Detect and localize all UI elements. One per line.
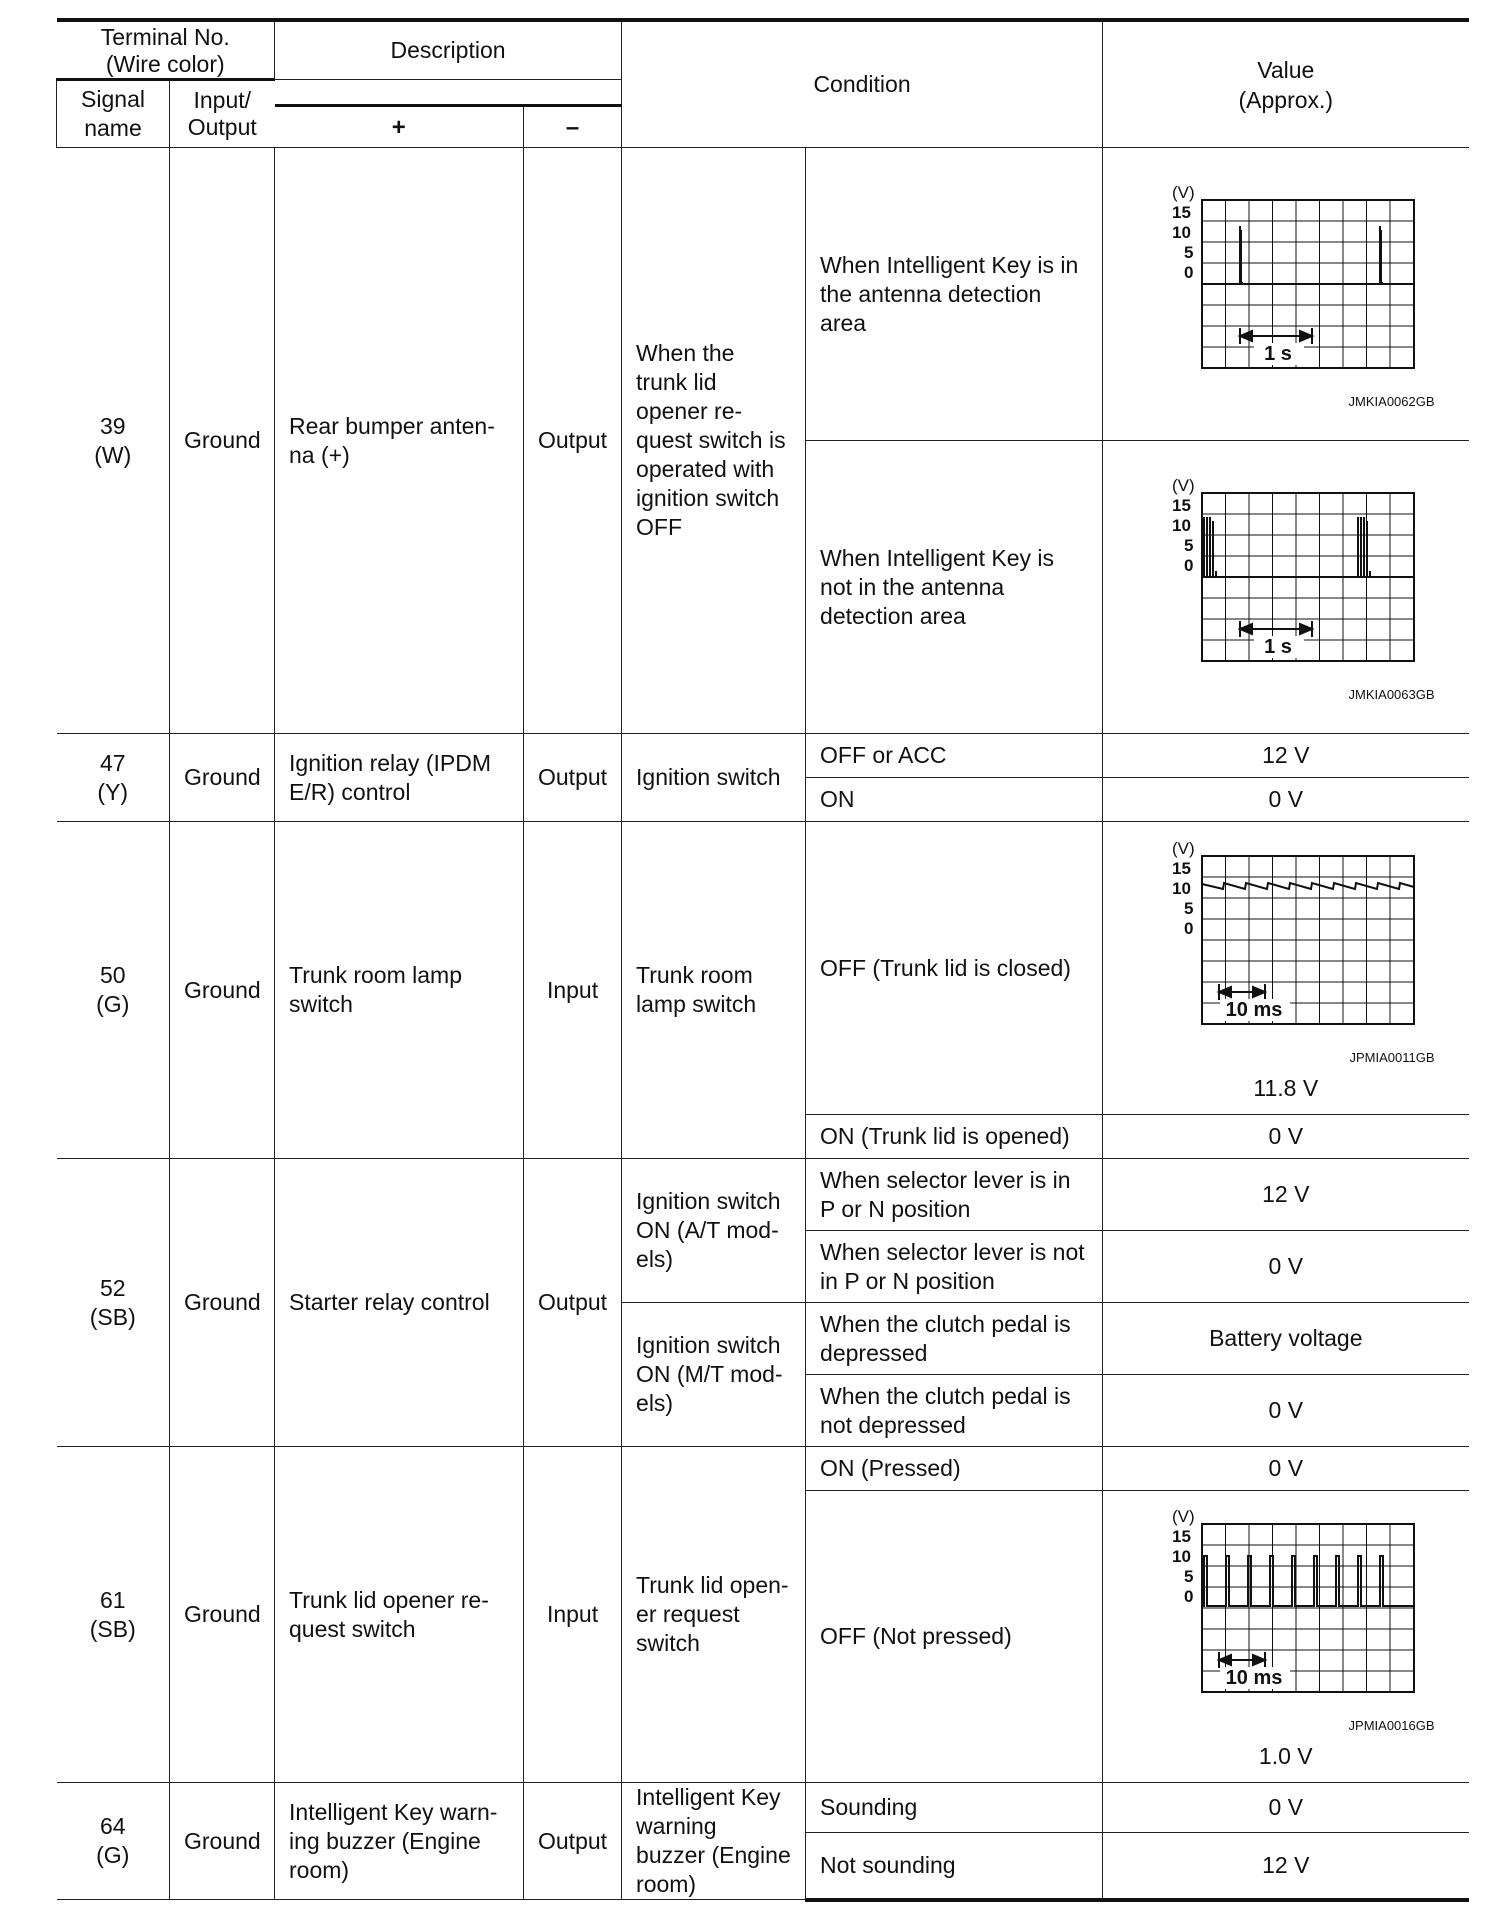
svg-text:10: 10 bbox=[1171, 1547, 1191, 1566]
sub-condition: ON (Pressed) bbox=[806, 1447, 1103, 1491]
sub-condition: OFF or ACC bbox=[806, 734, 1103, 778]
minus-terminal: Ground bbox=[170, 1159, 275, 1447]
value-text: 11.8 V bbox=[1253, 1074, 1319, 1101]
condition: Ignition switch ON (A/T mod-els) bbox=[622, 1159, 806, 1303]
header-io-output: Output bbox=[187, 114, 257, 140]
header-value-label: Value bbox=[1257, 56, 1315, 83]
value-cell: 12 V bbox=[1103, 1159, 1469, 1231]
io-direction: Output bbox=[524, 1783, 622, 1900]
table-row bbox=[57, 1447, 1469, 1491]
minus-terminal: Ground bbox=[170, 734, 275, 822]
minus-terminal: Ground bbox=[170, 1783, 275, 1900]
condition: When the trunk lid opener re-quest switch is operated with ignition switch OFF bbox=[622, 148, 806, 734]
sub-condition: ON (Trunk lid is opened) bbox=[806, 1115, 1103, 1159]
figure-code: JMKIA0062GB bbox=[1348, 394, 1435, 409]
scope-time-label: 1 s bbox=[1263, 343, 1292, 365]
wire-color: (Y) bbox=[97, 778, 129, 805]
svg-text:10: 10 bbox=[1171, 878, 1191, 898]
svg-text:15: 15 bbox=[1171, 1527, 1191, 1546]
svg-text:5: 5 bbox=[1183, 243, 1194, 262]
value-cell: 0 V bbox=[1103, 1375, 1469, 1447]
io-direction: Output bbox=[524, 1159, 622, 1447]
sub-condition: When the clutch pedal is not depressed bbox=[806, 1375, 1103, 1447]
value-text: 1.0 V bbox=[1258, 1743, 1313, 1769]
oscilloscope-waveform-single-pulse bbox=[1136, 178, 1436, 394]
oscilloscope-waveform-sawtooth bbox=[1136, 834, 1436, 1050]
header-minus bbox=[524, 106, 622, 148]
condition: Trunk lid open-er request switch bbox=[622, 1447, 806, 1783]
svg-text:15: 15 bbox=[1171, 203, 1191, 222]
scope-unit: (V) bbox=[1171, 183, 1195, 202]
value-cell: 0 V bbox=[1103, 778, 1469, 822]
figure-code: JPMIA0011GB bbox=[1349, 1049, 1435, 1065]
condition: Ignition switch ON (M/T mod-els) bbox=[622, 1303, 806, 1447]
header-description: Description bbox=[275, 20, 622, 80]
sub-condition: Sounding bbox=[806, 1783, 1103, 1833]
sub-condition: When Intelligent Key is not in the antenna detection area bbox=[806, 441, 1103, 734]
sub-condition: Not sounding bbox=[806, 1833, 1103, 1900]
table-row bbox=[57, 734, 1469, 778]
terminal-47 bbox=[57, 734, 170, 822]
wire-color: (G) bbox=[96, 991, 130, 1017]
header-signal-name: Signal name bbox=[57, 80, 170, 148]
terminal-number: 52 bbox=[99, 1274, 126, 1301]
value-cell: 0 V bbox=[1103, 1783, 1469, 1833]
value-cell bbox=[1103, 1491, 1469, 1783]
io-direction: Input bbox=[524, 1447, 622, 1783]
value-cell bbox=[1103, 822, 1469, 1115]
table-row bbox=[57, 1783, 1469, 1833]
sub-condition: When selector lever is in P or N position bbox=[806, 1159, 1103, 1231]
svg-text:5: 5 bbox=[1183, 536, 1194, 555]
table-row bbox=[57, 148, 1469, 441]
value-cell: Battery voltage bbox=[1103, 1303, 1469, 1375]
svg-text:15: 15 bbox=[1171, 496, 1191, 515]
signal-name: Ignition relay (IPDM E/R) control bbox=[275, 734, 524, 822]
terminal-spec-table bbox=[56, 18, 1469, 1902]
header-io bbox=[170, 80, 275, 148]
header-plus bbox=[275, 106, 524, 148]
terminal-39 bbox=[57, 148, 170, 734]
scope-time-label: 10 ms bbox=[1225, 1667, 1283, 1689]
terminal-number: 47 bbox=[99, 749, 126, 776]
value-cell: 0 V bbox=[1103, 1231, 1469, 1303]
sub-condition: OFF (Not pressed) bbox=[806, 1491, 1103, 1783]
header-terminal-label: Terminal No. bbox=[100, 24, 230, 50]
terminal-number: 50 bbox=[99, 962, 126, 988]
terminal-number: 64 bbox=[99, 1813, 126, 1839]
condition: Ignition switch bbox=[622, 734, 806, 822]
io-direction: Output bbox=[524, 148, 622, 734]
minus-sign: – bbox=[565, 113, 580, 141]
svg-text:5: 5 bbox=[1183, 898, 1194, 918]
sub-condition: ON bbox=[806, 778, 1103, 822]
header-approx-label: (Approx.) bbox=[1238, 86, 1334, 113]
value-cell bbox=[1103, 148, 1469, 441]
minus-terminal: Ground bbox=[170, 148, 275, 734]
wire-color: (W) bbox=[94, 441, 132, 468]
table-row bbox=[57, 1159, 1469, 1231]
terminal-number: 61 bbox=[99, 1586, 126, 1613]
header-value bbox=[1103, 20, 1469, 148]
value-cell: 0 V bbox=[1103, 1115, 1469, 1159]
svg-text:0: 0 bbox=[1183, 1587, 1194, 1606]
header-terminal bbox=[57, 20, 275, 80]
signal-name: Trunk lid opener re-quest switch bbox=[275, 1447, 524, 1783]
io-direction: Output bbox=[524, 734, 622, 822]
header-io-input: Input/ bbox=[193, 87, 252, 113]
plus-sign: + bbox=[391, 113, 406, 141]
sub-condition: When the clutch pedal is depressed bbox=[806, 1303, 1103, 1375]
terminal-64 bbox=[57, 1783, 170, 1900]
terminal-52 bbox=[57, 1159, 170, 1447]
oscilloscope-waveform-burst bbox=[1136, 471, 1436, 687]
svg-text:(V): (V) bbox=[1171, 476, 1195, 495]
svg-text:5: 5 bbox=[1183, 1567, 1194, 1586]
signal-name: Rear bumper anten-na (+) bbox=[275, 148, 524, 734]
condition: Intelligent Key warning buzzer (Engine room) bbox=[622, 1783, 806, 1900]
svg-text:(V): (V) bbox=[1171, 838, 1195, 858]
svg-text:(V): (V) bbox=[1171, 1507, 1195, 1526]
wire-color: (SB) bbox=[89, 1615, 136, 1642]
value-cell: 12 V bbox=[1103, 734, 1469, 778]
value-cell bbox=[1103, 441, 1469, 734]
svg-text:0: 0 bbox=[1183, 263, 1194, 282]
svg-text:0: 0 bbox=[1183, 556, 1194, 575]
header-condition: Condition bbox=[622, 20, 1103, 148]
terminal-50 bbox=[57, 822, 170, 1159]
minus-terminal: Ground bbox=[170, 822, 275, 1159]
svg-text:15: 15 bbox=[1171, 858, 1191, 878]
svg-text:10: 10 bbox=[1171, 516, 1191, 535]
figure-code: JPMIA0016GB bbox=[1348, 1718, 1435, 1733]
condition: Trunk room lamp switch bbox=[622, 822, 806, 1159]
value-cell: 0 V bbox=[1103, 1447, 1469, 1491]
scope-time-label: 10 ms bbox=[1225, 998, 1283, 1021]
signal-name: Trunk room lamp switch bbox=[275, 822, 524, 1159]
signal-name: Intelligent Key warn-ing buzzer (Engine room) bbox=[275, 1783, 524, 1900]
io-direction: Input bbox=[524, 822, 622, 1159]
svg-text:10: 10 bbox=[1171, 223, 1191, 242]
terminal-number: 39 bbox=[99, 412, 126, 439]
svg-text:0: 0 bbox=[1183, 918, 1194, 938]
oscilloscope-waveform-pulse-train bbox=[1136, 1502, 1436, 1718]
header-wire-color-label: (Wire color) bbox=[105, 51, 225, 77]
wire-color: (G) bbox=[96, 1842, 130, 1868]
value-cell: 12 V bbox=[1103, 1833, 1469, 1900]
figure-code: JMKIA0063GB bbox=[1348, 687, 1435, 702]
signal-name: Starter relay control bbox=[275, 1159, 524, 1447]
table-row bbox=[57, 822, 1469, 1115]
minus-terminal: Ground bbox=[170, 1447, 275, 1783]
sub-condition: OFF (Trunk lid is closed) bbox=[806, 822, 1103, 1115]
scope-time-label: 1 s bbox=[1263, 636, 1292, 658]
wire-color: (SB) bbox=[89, 1303, 136, 1330]
terminal-61 bbox=[57, 1447, 170, 1783]
sub-condition: When Intelligent Key is in the antenna detection area bbox=[806, 148, 1103, 441]
sub-condition: When selector lever is not in P or N position bbox=[806, 1231, 1103, 1303]
